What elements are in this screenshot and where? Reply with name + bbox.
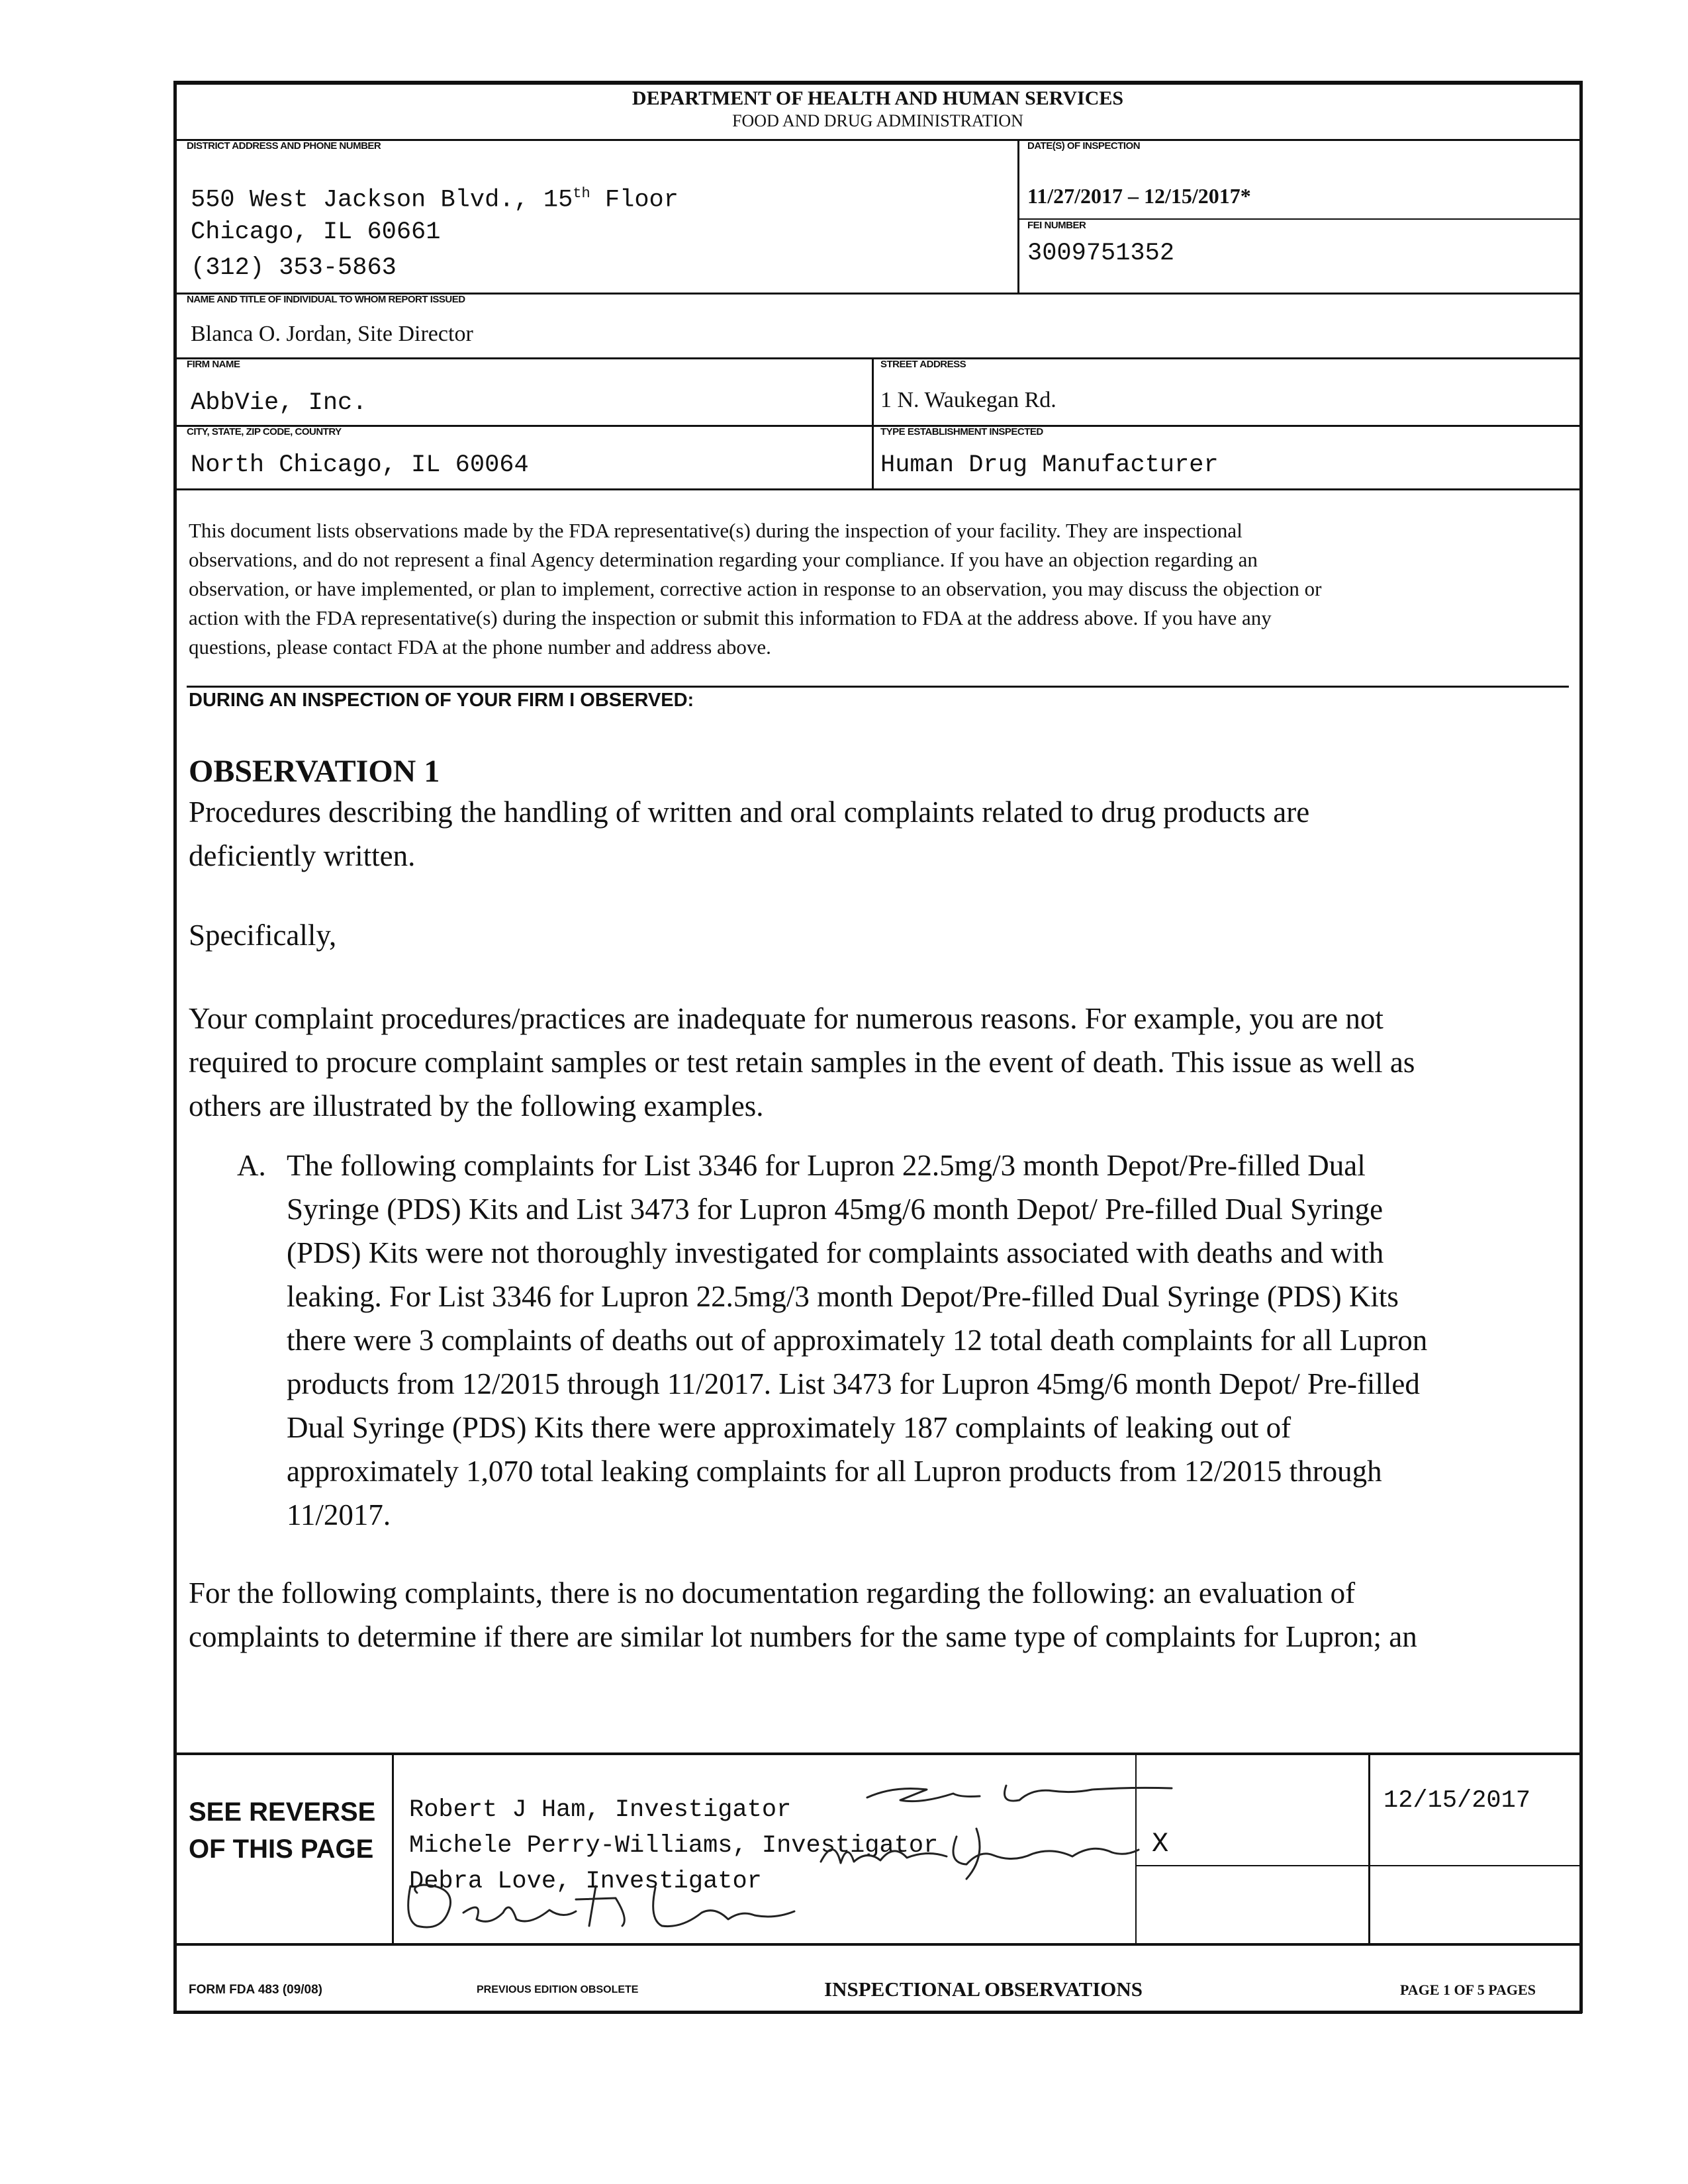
rule-sig-left [392,1752,394,1946]
department-title: DEPARTMENT OF HEALTH AND HUMAN SERVICES [632,87,1124,109]
rule-vertical-dates [1017,139,1019,293]
item-line: leaking. For List 3346 for Lupron 22.5mg/3 month Depot/Pre-filled Dual Syringe (PDS) Kits [287,1280,1399,1313]
dates-value: 11/27/2017 – 12/15/2017* [1027,184,1251,208]
district-address-street: 550 West Jackson Blvd., 15 [191,186,573,214]
paragraph-line: Your complaint procedures/practices are inadequate for numerous reasons. For example, you are not [189,1002,1383,1035]
rule-observed [187,686,1569,688]
rule-sig-date-line [1368,1865,1582,1866]
city-label: CITY, STATE, ZIP CODE, COUNTRY [187,426,342,437]
item-line: 11/2017. [287,1498,391,1531]
item-line: (PDS) Kits were not thoroughly investigated for complaints associated with deaths and with [287,1236,1384,1269]
closing-line: complaints to determine if there are similar lot numbers for the same type of complaints for Lupron; an [189,1620,1417,1653]
specifically-text: Specifically, [189,919,337,952]
signature-love [397,1873,821,1939]
frame-top [173,81,1582,85]
agency-title: FOOD AND DRUG ADMINISTRATION [732,111,1023,130]
observation-intro [189,790,1309,878]
street-label: STREET ADDRESS [880,359,966,370]
notice-paragraph [189,516,1569,662]
frame-right [1579,81,1583,2013]
firm-label: FIRM NAME [187,359,240,370]
observed-heading: DURING AN INSPECTION OF YOUR FIRM I OBSERVED: [189,690,694,711]
district-address-ordinal: th [573,185,590,202]
item-line: Dual Syringe (PDS) Kits there were approximately 187 complaints of leaking out of [287,1411,1291,1444]
district-phone: (312) 353-5863 [191,254,397,282]
fei-label: FEI NUMBER [1027,220,1086,231]
city-value: North Chicago, IL 60064 [191,451,529,479]
signature-date: 12/15/2017 [1383,1787,1531,1815]
notice-line: observations, and do not represent a final Agency determination regarding your compliance. If you have an objection regarding an [189,548,1258,571]
street-value: 1 N. Waukegan Rd. [880,388,1056,412]
notice-line: questions, please contact FDA at the phone number and address above. [189,635,771,659]
footer-form-number: FORM FDA 483 (09/08) [189,1983,323,1997]
rule-dates-fei [1017,218,1582,220]
closing-paragraph [189,1571,1417,1659]
item-line: Syringe (PDS) Kits and List 3473 for Lupron 45mg/6 month Depot/ Pre-filled Dual Syringe [287,1193,1383,1226]
investigator-name: Michele Perry-Williams, Investigator [409,1832,939,1860]
district-label: DISTRICT ADDRESS AND PHONE NUMBER [187,140,381,152]
investigator-name: Robert J Ham, Investigator [409,1796,792,1824]
investigator-name: Debra Love, Investigator [409,1868,762,1895]
signature-x-mark: X [1152,1828,1169,1860]
item-marker: A. [237,1149,266,1182]
footer-page-number: PAGE 1 OF 5 PAGES [1400,1981,1536,1998]
item-line: approximately 1,070 total leaking complaints for all Lupron products from 12/2015 through [287,1455,1382,1488]
intro-line: Procedures describing the handling of written and oral complaints related to drug products are [189,796,1310,829]
intro-line: deficiently written. [189,839,416,872]
see-reverse-line: OF THIS PAGE [189,1835,374,1864]
item-a-text [287,1144,1427,1537]
see-reverse-line: SEE REVERSE [189,1797,376,1827]
paragraph-line: others are illustrated by the following examples. [189,1089,764,1122]
firm-value: AbbVie, Inc. [191,389,367,417]
signature-ham [854,1774,1185,1820]
notice-line: action with the FDA representative(s) during the inspection or submit this information to FDA at the address above. If you have any [189,606,1272,629]
item-line: products from 12/2015 through 11/2017. List 3473 for Lupron 45mg/6 month Depot/ Pre-filled [287,1367,1420,1400]
rule-firm [173,357,1582,359]
type-value: Human Drug Manufacturer [880,451,1219,479]
see-reverse-note [189,1794,375,1868]
district-address-floor: Floor [590,186,679,214]
frame-left [173,81,177,2013]
rule-sig-right [1368,1752,1370,1946]
closing-line: For the following complaints, there is no documentation regarding the following: an evaluation of [189,1576,1356,1610]
rule-notice [173,488,1582,490]
signature-perry-williams [814,1823,1145,1883]
rule-sig-x-line [1135,1865,1368,1866]
fei-value: 3009751352 [1027,240,1175,267]
rule-header [173,139,1582,141]
type-label: TYPE ESTABLISHMENT INSPECTED [880,426,1043,437]
footer-form-title: INSPECTIONAL OBSERVATIONS [824,1978,1143,2001]
rule-vertical-street [872,357,874,490]
rule-sig-top [173,1752,1582,1755]
notice-line: This document lists observations made by the FDA representative(s) during the inspection of your facility. They are inspectional [189,519,1243,542]
name-label: NAME AND TITLE OF INDIVIDUAL TO WHOM REPORT ISSUED [187,294,465,305]
notice-line: observation, or have implemented, or plan to implement, corrective action in response to an observation, you may discuss the objection or [189,577,1322,600]
observation-paragraph [189,997,1415,1128]
name-value: Blanca O. Jordan, Site Director [191,322,473,346]
rule-sig-bottom [173,1943,1582,1946]
item-line: The following complaints for List 3346 for Lupron 22.5mg/3 month Depot/Pre-filled Dual [287,1149,1366,1182]
district-address-line2: Chicago, IL 60661 [191,218,441,246]
observation-title: OBSERVATION 1 [189,754,440,789]
frame-bottom [173,2011,1582,2014]
footer-previous-edition: PREVIOUS EDITION OBSOLETE [477,1984,639,1995]
dates-label: DATE(S) OF INSPECTION [1027,140,1141,152]
paragraph-line: required to procure complaint samples or test retain samples in the event of death. This issue as well as [189,1046,1415,1079]
district-address-line1 [191,185,679,214]
rule-city [173,425,1582,427]
item-line: there were 3 complaints of deaths out of approximately 12 total death complaints for all Lupron [287,1324,1428,1357]
